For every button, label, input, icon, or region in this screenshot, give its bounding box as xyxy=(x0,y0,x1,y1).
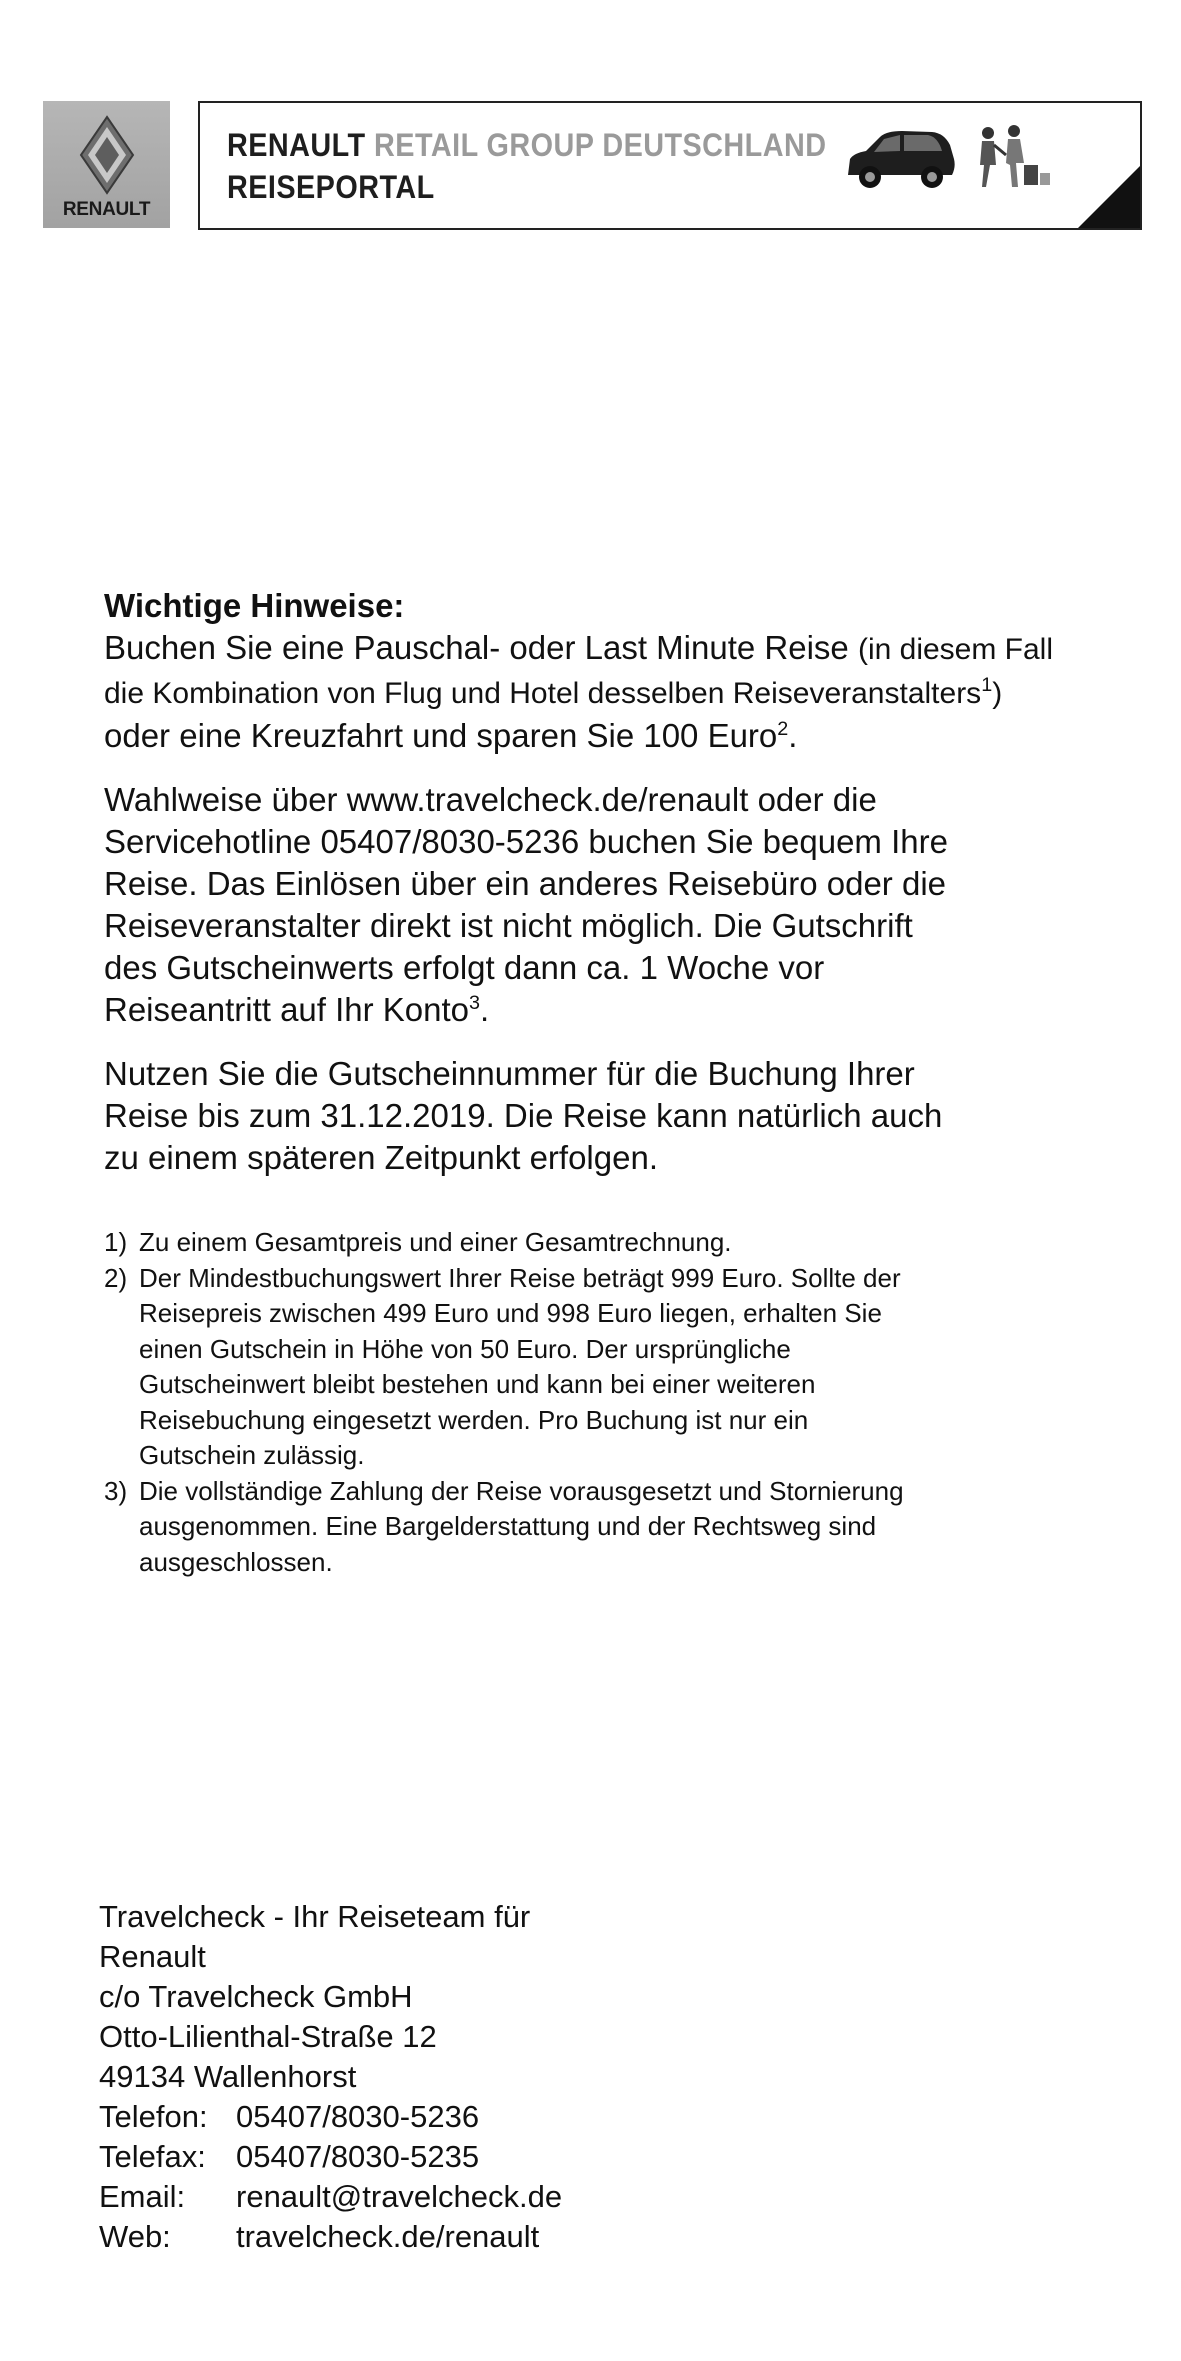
contact-phone xyxy=(99,2097,562,2137)
contact-label: Email: xyxy=(99,2179,186,2214)
car-icon xyxy=(840,123,960,195)
footnotes-list xyxy=(104,1225,1174,1580)
web-link[interactable]: travelcheck.de/renault xyxy=(236,2219,540,2254)
footnote-text: Der Mindestbuchungswert Ihrer Reise beträgt 999 Euro. Sollte der Reisepreis zwischen 499 Euro und 998 Euro liegen, erhalten Sie einen Gutschein in Höhe von 50 Euro. Der ursprüngliche Gutscheinwert bleibt bestehen und kann bei einer weiteren Reisebuchung eingesetzt werden. Pro Buchung ist nur ein Gutschein zulässig. xyxy=(139,1262,901,1470)
contact-fax xyxy=(99,2137,562,2177)
address-line: 49134 Wallenhorst xyxy=(99,2059,357,2094)
booking-paragraph xyxy=(104,779,964,1031)
voucher-paragraph: Nutzen Sie die Gutscheinnummer für die Buchung Ihrer Reise bis zum 31.12.2019. Die Reise kann natürlich auch zu einem späteren Zeitpunkt erfolgen. xyxy=(104,1055,943,1176)
footnote-item xyxy=(104,1474,1174,1581)
footnote-item xyxy=(104,1261,1174,1474)
intro-line-4: oder eine Kreuzfahrt und sparen Sie 100 Euro xyxy=(104,717,778,754)
renault-diamond-icon xyxy=(79,115,135,195)
footnote-ref-2: 2 xyxy=(777,718,789,740)
intro-paragraph xyxy=(104,627,1174,757)
footnote-number: 2) xyxy=(104,1262,128,1293)
logo-wordmark: RENAULT xyxy=(62,199,151,220)
intro-line-4-end: . xyxy=(788,717,798,754)
contact-web xyxy=(99,2217,562,2257)
footnote-text: Zu einem Gesamtpreis und einer Gesamtrechnung. xyxy=(139,1227,732,1257)
intro-line-3: die Kombination von Flug und Hotel desselben Reiseveranstalters xyxy=(104,677,982,710)
banner-portal-label: REISEPORTAL xyxy=(227,169,435,205)
contact-label: Web: xyxy=(99,2219,171,2254)
footnote-number: 3) xyxy=(104,1475,128,1506)
intro-line-3-end: ) xyxy=(992,677,1003,710)
intro-line-2: (in diesem Fall xyxy=(857,633,1054,666)
banner-title xyxy=(227,127,826,164)
address-line: Otto-Lilienthal-Straße 12 xyxy=(99,2019,437,2054)
contact-label: Telefon: xyxy=(99,2099,208,2134)
banner-subtitle: RETAIL GROUP DEUTSCHLAND xyxy=(374,127,827,163)
people-with-luggage-icon xyxy=(970,125,1060,193)
banner-corner-triangle xyxy=(1076,164,1142,230)
header-banner xyxy=(198,101,1142,230)
booking-text: Wahlweise über www.travelcheck.de/renault oder die Servicehotline 05407/8030-5236 buchen Sie bequem Ihre Reise. Das Einlösen über ein anderes Reisebüro oder die Reiseveranstalter direkt ist nicht möglich. Die Gutschrift des Gutscheinwerts erfolgt dann ca. 1 Woche vor Reiseantritt auf Ihr Konto xyxy=(104,781,948,1028)
renault-logo xyxy=(43,101,170,228)
contact-label: Telefax: xyxy=(99,2139,206,2174)
fax-number: 05407/8030-5235 xyxy=(236,2139,480,2174)
address-line: c/o Travelcheck GmbH xyxy=(99,1979,413,2014)
important-notes xyxy=(104,585,1174,1580)
footnote-ref-1: 1 xyxy=(981,674,993,696)
banner-brand: RENAULT xyxy=(227,127,366,163)
contact-email xyxy=(99,2177,562,2217)
footnote-item xyxy=(104,1225,1174,1261)
address-line: Renault xyxy=(99,1939,206,1974)
address-line: Travelcheck - Ihr Reiseteam für xyxy=(99,1899,531,1934)
notes-heading: Wichtige Hinweise: xyxy=(104,587,405,624)
intro-line-1: Buchen Sie eine Pauschal- oder Last Minute Reise xyxy=(104,629,849,666)
footnote-ref-3: 3 xyxy=(469,992,481,1014)
contact-address xyxy=(99,1897,562,2257)
phone-number[interactable]: 05407/8030-5236 xyxy=(236,2099,480,2134)
footnote-number: 1) xyxy=(104,1227,128,1257)
footnote-text: Die vollständige Zahlung der Reise vorausgesetzt und Stornierung ausgenommen. Eine Bargelderstattung und der Rechtsweg sind ausgeschlossen. xyxy=(139,1475,904,1577)
email-link[interactable]: renault@travelcheck.de xyxy=(236,2179,563,2214)
booking-text-end: . xyxy=(480,991,490,1028)
